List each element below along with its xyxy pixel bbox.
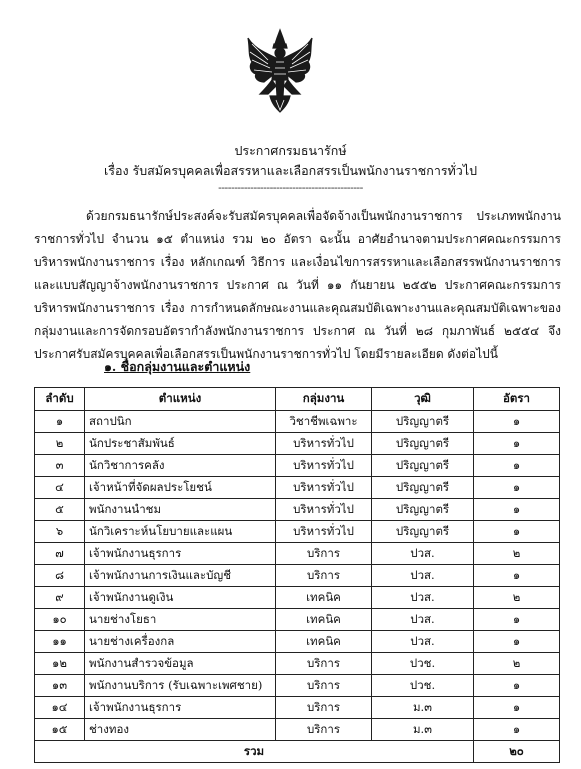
row-education: ปวส.	[372, 587, 474, 609]
total-value: ๒๐	[474, 741, 560, 763]
row-rate: ๑	[474, 719, 560, 741]
table-row	[35, 499, 560, 521]
row-rate: ๒	[474, 653, 560, 675]
row-rate: ๑	[474, 499, 560, 521]
table-row	[35, 719, 560, 741]
row-no: ๑๓	[35, 675, 85, 697]
row-no: ๔	[35, 477, 85, 499]
column-header-no: ลำดับ	[35, 388, 85, 411]
row-position: นายช่างเครื่องกล	[85, 631, 276, 653]
announcement-body	[34, 205, 561, 366]
table-header-row	[35, 388, 560, 411]
table-row	[35, 433, 560, 455]
row-group: บริการ	[276, 565, 372, 587]
row-position: นักประชาสัมพันธ์	[85, 433, 276, 455]
table-row	[35, 565, 560, 587]
row-rate: ๑	[474, 477, 560, 499]
row-rate: ๒	[474, 587, 560, 609]
row-education: ปวส.	[372, 543, 474, 565]
row-rate: ๑	[474, 609, 560, 631]
row-rate: ๑	[474, 455, 560, 477]
row-group: บริการ	[276, 675, 372, 697]
total-label: รวม	[35, 741, 474, 763]
row-rate: ๑	[474, 433, 560, 455]
row-rate: ๑	[474, 565, 560, 587]
row-education: ปริญญาตรี	[372, 411, 474, 433]
table-row	[35, 543, 560, 565]
row-position: พนักงานบริการ (รับเฉพาะเพศชาย)	[85, 675, 276, 697]
row-no: ๑	[35, 411, 85, 433]
row-group: บริหารทั่วไป	[276, 433, 372, 455]
row-position: นายช่างโยธา	[85, 609, 276, 631]
column-header-rate: อัตรา	[474, 388, 560, 411]
row-group: บริการ	[276, 719, 372, 741]
row-rate: ๑	[474, 697, 560, 719]
row-group: บริหารทั่วไป	[276, 477, 372, 499]
row-group: วิชาชีพเฉพาะ	[276, 411, 372, 433]
row-group: เทคนิค	[276, 631, 372, 653]
row-education: ปริญญาตรี	[372, 455, 474, 477]
row-education: ปวส.	[372, 631, 474, 653]
table-row	[35, 477, 560, 499]
row-position: เจ้าหน้าที่จัดผลประโยชน์	[85, 477, 276, 499]
row-group: บริการ	[276, 543, 372, 565]
row-rate: ๑	[474, 411, 560, 433]
row-position: เจ้าพนักงานดูเงิน	[85, 587, 276, 609]
row-rate: ๒	[474, 543, 560, 565]
table-row	[35, 697, 560, 719]
row-education: ม.๓	[372, 719, 474, 741]
column-header-education: วุฒิ	[372, 388, 474, 411]
row-education: ปวช.	[372, 653, 474, 675]
table-row	[35, 521, 560, 543]
row-no: ๑๑	[35, 631, 85, 653]
row-no: ๒	[35, 433, 85, 455]
row-no: ๑๐	[35, 609, 85, 631]
divider: ---------------------------------------------	[218, 181, 363, 194]
row-group: บริหารทั่วไป	[276, 499, 372, 521]
table-row	[35, 587, 560, 609]
row-position: เจ้าพนักงานธุรการ	[85, 697, 276, 719]
announcement-subject: เรื่อง รับสมัครบุคคลเพื่อสรรหาและเลือกสรรเป็นพนักงานราชการทั่วไป	[103, 163, 478, 178]
row-education: ปริญญาตรี	[372, 521, 474, 543]
row-rate: ๑	[474, 521, 560, 543]
row-position: ช่างทอง	[85, 719, 276, 741]
row-position: นักวิเคราะห์นโยบายและแผน	[85, 521, 276, 543]
row-position: นักวิชาการคลัง	[85, 455, 276, 477]
row-education: ปวช.	[372, 675, 474, 697]
row-education: ม.๓	[372, 697, 474, 719]
column-header-group: กลุ่มงาน	[276, 388, 372, 411]
row-group: บริหารทั่วไป	[276, 455, 372, 477]
row-no: ๗	[35, 543, 85, 565]
table-total-row	[35, 741, 560, 763]
row-position: สถาปนิก	[85, 411, 276, 433]
table-row	[35, 609, 560, 631]
row-no: ๕	[35, 499, 85, 521]
row-no: ๑๕	[35, 719, 85, 741]
body-paragraph: ด้วยกรมธนารักษ์ประสงค์จะรับสมัครบุคคลเพื่อจัดจ้างเป็นพนักงานราชการ ประเภทพนักงานราชการทั่วไป จำนวน ๑๕ ตำแหน่ง รวม ๒๐ อัตรา ฉะนั้น อาศัยอำนาจตามประกาศคณะกรรมการบริหารพนักงานราชการ เรื่อง หลักเกณฑ์ วิธีการ และเงื่อนไขการสรรหาและเลือกสรรพนักงานราชการและแบบสัญญาจ้างพนักงานราชการ ประกาศ ณ วันที่ ๑๑ กันยายน ๒๕๕๒ ประกาศคณะกรรมการบริหารพนักงานราชการ เรื่อง การกำหนดลักษณะงานและคุณสมบัติเฉพาะงานและคุณสมบัติเฉพาะของกลุ่มงานและการจัดกรอบอัตรากำลังพนักงานราชการ ประกาศ ณ วันที่ ๒๘ กุมภาพันธ์ ๒๕๕๔ จึงประกาศรับสมัครบุคคลเพื่อเลือกสรรเป็นพนักงานราชการทั่วไป โดยมีรายละเอียด ดังต่อไปนี้	[34, 209, 561, 361]
row-rate: ๑	[474, 675, 560, 697]
row-no: ๘	[35, 565, 85, 587]
row-group: เทคนิค	[276, 587, 372, 609]
row-group: เทคนิค	[276, 609, 372, 631]
row-education: ปริญญาตรี	[372, 499, 474, 521]
row-no: ๙	[35, 587, 85, 609]
section-heading: ๑. ชื่อกลุ่มงานและตำแหน่ง	[104, 359, 251, 374]
row-no: ๖	[35, 521, 85, 543]
row-rate: ๑	[474, 631, 560, 653]
table-row	[35, 411, 560, 433]
row-education: ปริญญาตรี	[372, 433, 474, 455]
row-group: บริการ	[276, 697, 372, 719]
row-group: บริหารทั่วไป	[276, 521, 372, 543]
table-row	[35, 653, 560, 675]
row-no: ๑๒	[35, 653, 85, 675]
row-position: เจ้าพนักงานการเงินและบัญชี	[85, 565, 276, 587]
row-position: พนักงานสำรวจข้อมูล	[85, 653, 276, 675]
positions-table	[34, 387, 560, 763]
row-group: บริการ	[276, 653, 372, 675]
column-header-position: ตำแหน่ง	[85, 388, 276, 411]
announcement-title: ประกาศกรมธนารักษ์	[234, 143, 347, 158]
table-row	[35, 631, 560, 653]
table-row	[35, 675, 560, 697]
row-position: พนักงานนำชม	[85, 499, 276, 521]
row-no: ๑๔	[35, 697, 85, 719]
row-education: ปริญญาตรี	[372, 477, 474, 499]
row-position: เจ้าพนักงานธุรการ	[85, 543, 276, 565]
garuda-emblem-icon	[246, 28, 314, 114]
table-row	[35, 455, 560, 477]
row-education: ปวส.	[372, 565, 474, 587]
row-no: ๓	[35, 455, 85, 477]
row-education: ปวส.	[372, 609, 474, 631]
